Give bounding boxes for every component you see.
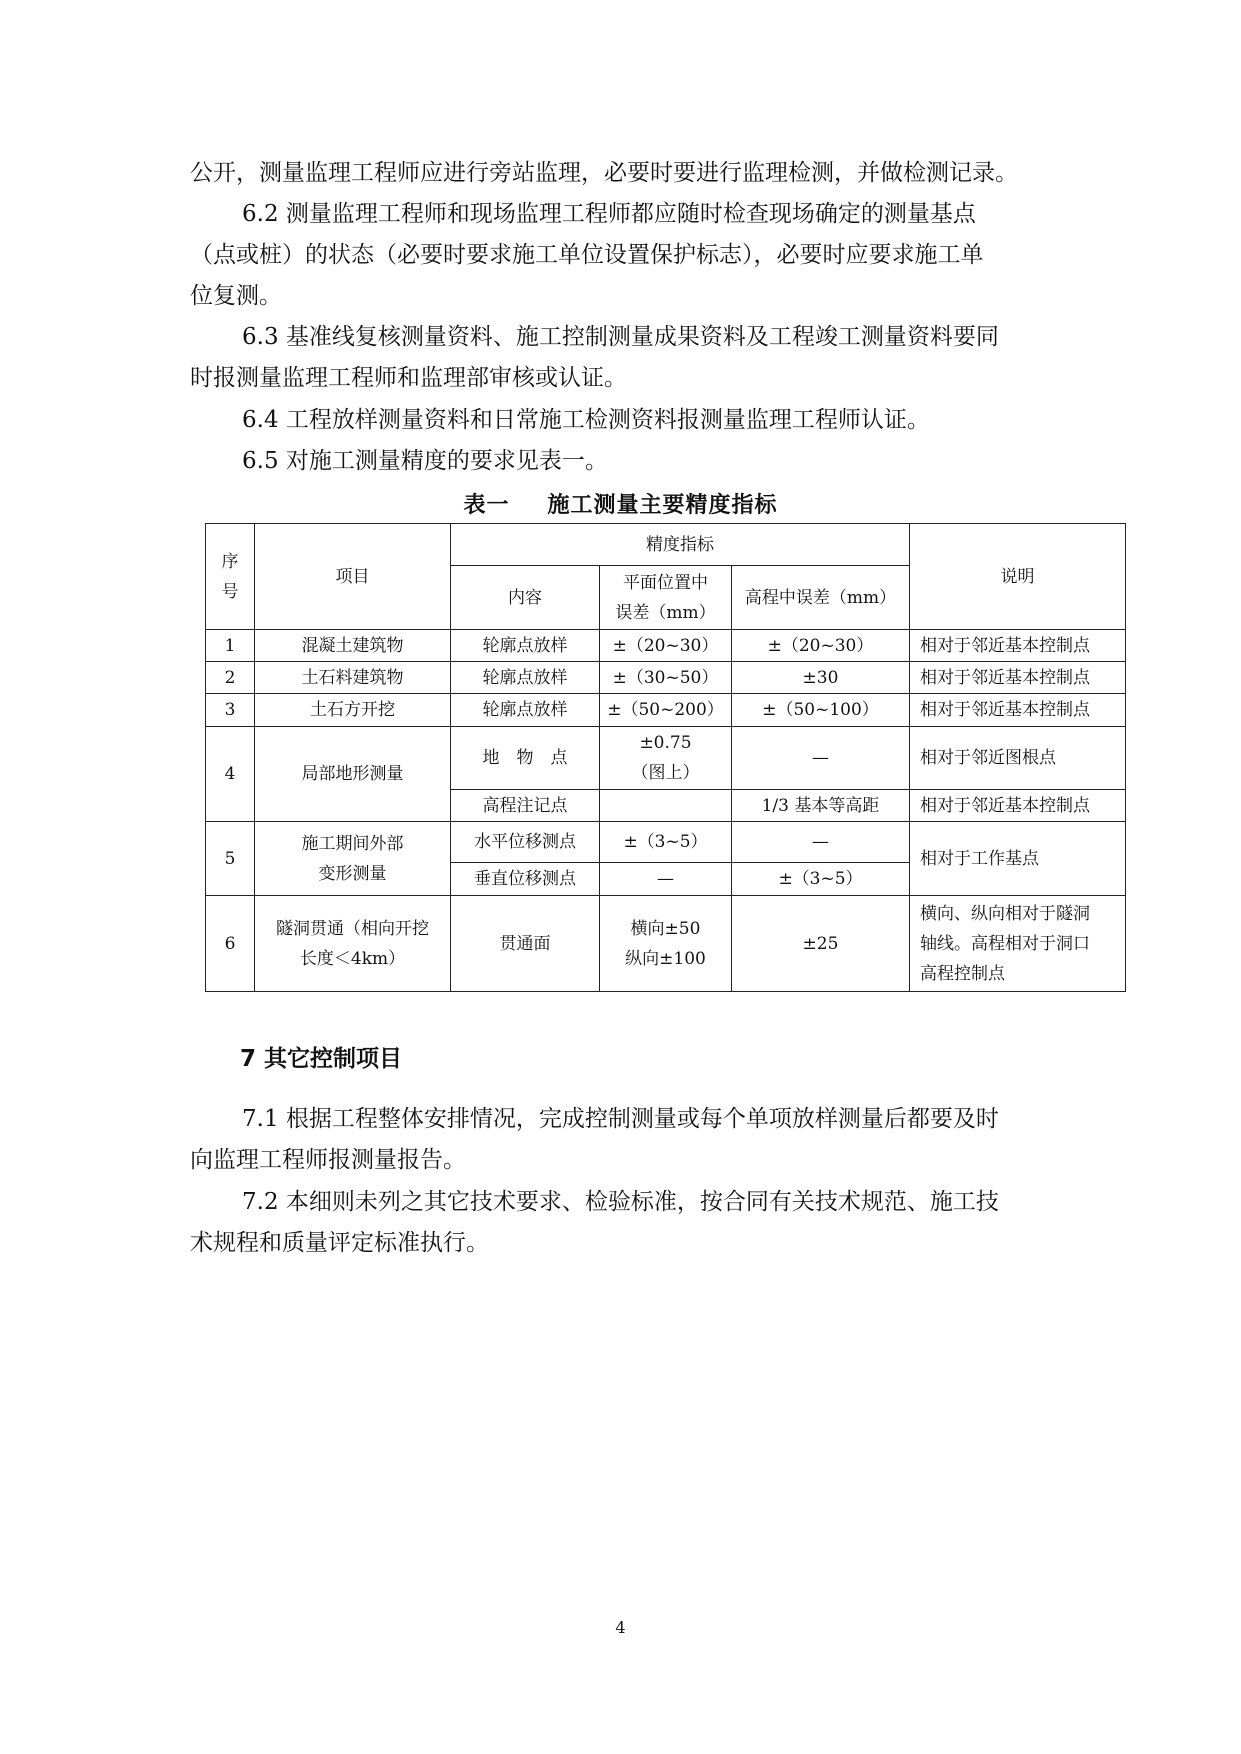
table-header-row <box>206 524 1126 566</box>
text-line: （点或桩）的状态（必要时要求施工单位设置保护标志），必要时应要求施工单 <box>190 242 984 268</box>
text-line: 7.2 本细则未列之其它技术要求、检验标准，按合同有关技术规范、施工技 <box>242 1189 999 1215</box>
table-title-number: 表一 <box>463 493 510 518</box>
header-precision: 精度指标 <box>451 524 910 566</box>
text-line: 向监理工程师报测量报告。 <box>190 1147 466 1173</box>
text-line: 7.1 根据工程整体安排情况，完成控制测量或每个单项放样测量后都要及时 <box>242 1106 999 1132</box>
cell-elev: 1/3 基本等高距 <box>732 790 910 822</box>
cell-content: 贯通面 <box>451 896 600 992</box>
cell-note: 相对于工作基点 <box>910 822 1126 896</box>
text-line: 术规程和质量评定标准执行。 <box>190 1230 489 1256</box>
cell-elev: ±（20~30） <box>732 630 910 662</box>
cell-elev: ±30 <box>732 662 910 694</box>
cell-item: 土石料建筑物 <box>255 662 451 694</box>
cell-content: 轮廓点放样 <box>451 694 600 727</box>
cell-seq: 5 <box>206 822 255 896</box>
table-row <box>206 727 1126 790</box>
precision-table <box>205 523 1126 992</box>
paragraph-6-4 <box>190 400 1050 441</box>
cell-item: 土石方开挖 <box>255 694 451 727</box>
cell-seq: 3 <box>206 694 255 727</box>
cell-plane <box>600 790 732 822</box>
text-line: 6.2 测量监理工程师和现场监理工程师都应随时检查现场确定的测量基点 <box>242 201 976 227</box>
cell-content: 轮廓点放样 <box>451 662 600 694</box>
paragraph-7-2 <box>190 1182 1050 1264</box>
cell-elev: ±（50~100） <box>732 694 910 727</box>
text-line: 6.5 对施工测量精度的要求见表一。 <box>242 448 608 474</box>
cell-item: 施工期间外部 变形测量 <box>255 822 451 896</box>
text-line: 6.4 工程放样测量资料和日常施工检测资料报测量监理工程师认证。 <box>242 407 930 433</box>
header-note: 说明 <box>910 524 1126 630</box>
header-elevation-error: 高程中误差（mm） <box>732 566 910 630</box>
text-line: 时报测量监理工程师和监理部审核或认证。 <box>190 365 627 391</box>
cell-elev: ±25 <box>732 896 910 992</box>
cell-plane: ±0.75 （图上） <box>600 727 732 790</box>
cell-plane: ±（3~5） <box>600 822 732 863</box>
cell-content: 垂直位移测点 <box>451 863 600 896</box>
cell-plane: ±（30~50） <box>600 662 732 694</box>
cell-elev: — <box>732 727 910 790</box>
table-row <box>206 822 1126 863</box>
cell-content: 轮廓点放样 <box>451 630 600 662</box>
cell-note: 相对于邻近图根点 <box>910 727 1126 790</box>
cell-elev: ±（3~5） <box>732 863 910 896</box>
paragraph-6-5 <box>190 441 1050 482</box>
cell-note: 相对于邻近基本控制点 <box>910 694 1126 727</box>
cell-note: 相对于邻近基本控制点 <box>910 630 1126 662</box>
cell-content: 地 物 点 <box>451 727 600 790</box>
cell-item: 隧洞贯通（相向开挖 长度＜4km） <box>255 896 451 992</box>
section-7-heading: 7 其它控制项目 <box>240 1046 403 1072</box>
cell-elev: — <box>732 822 910 863</box>
paragraph-6-1-continued <box>190 153 1050 194</box>
cell-plane: ±（50~200） <box>600 694 732 727</box>
cell-plane: 横向±50 纵向±100 <box>600 896 732 992</box>
cell-seq: 1 <box>206 630 255 662</box>
cell-content: 水平位移测点 <box>451 822 600 863</box>
cell-seq: 4 <box>206 727 255 822</box>
cell-seq: 6 <box>206 896 255 992</box>
text-line: 位复测。 <box>190 283 282 309</box>
table-title <box>0 488 1241 519</box>
table-row <box>206 662 1126 694</box>
table-row <box>206 694 1126 727</box>
text-line: 6.3 基准线复核测量资料、施工控制测量成果资料及工程竣工测量资料要同 <box>242 324 999 350</box>
paragraph-7-1 <box>190 1099 1050 1181</box>
header-seq: 序 号 <box>206 524 255 630</box>
cell-item: 局部地形测量 <box>255 727 451 822</box>
table-title-text: 施工测量主要精度指标 <box>547 493 778 518</box>
header-plane-error: 平面位置中 误差（mm） <box>600 566 732 630</box>
cell-content: 高程注记点 <box>451 790 600 822</box>
paragraph-6-2 <box>190 194 1050 317</box>
table-row <box>206 896 1126 992</box>
header-content: 内容 <box>451 566 600 630</box>
cell-note: 相对于邻近基本控制点 <box>910 790 1126 822</box>
cell-note: 相对于邻近基本控制点 <box>910 662 1126 694</box>
table-row <box>206 630 1126 662</box>
header-item: 项目 <box>255 524 451 630</box>
cell-item: 混凝土建筑物 <box>255 630 451 662</box>
cell-plane: — <box>600 863 732 896</box>
cell-seq: 2 <box>206 662 255 694</box>
cell-note: 横向、纵向相对于隧洞 轴线。高程相对于洞口 高程控制点 <box>910 896 1126 992</box>
paragraph-6-3 <box>190 317 1050 399</box>
cell-plane: ±（20~30） <box>600 630 732 662</box>
text-line: 公开，测量监理工程师应进行旁站监理，必要时要进行监理检测，并做检测记录。 <box>190 160 1018 186</box>
page-number: 4 <box>615 1618 626 1637</box>
